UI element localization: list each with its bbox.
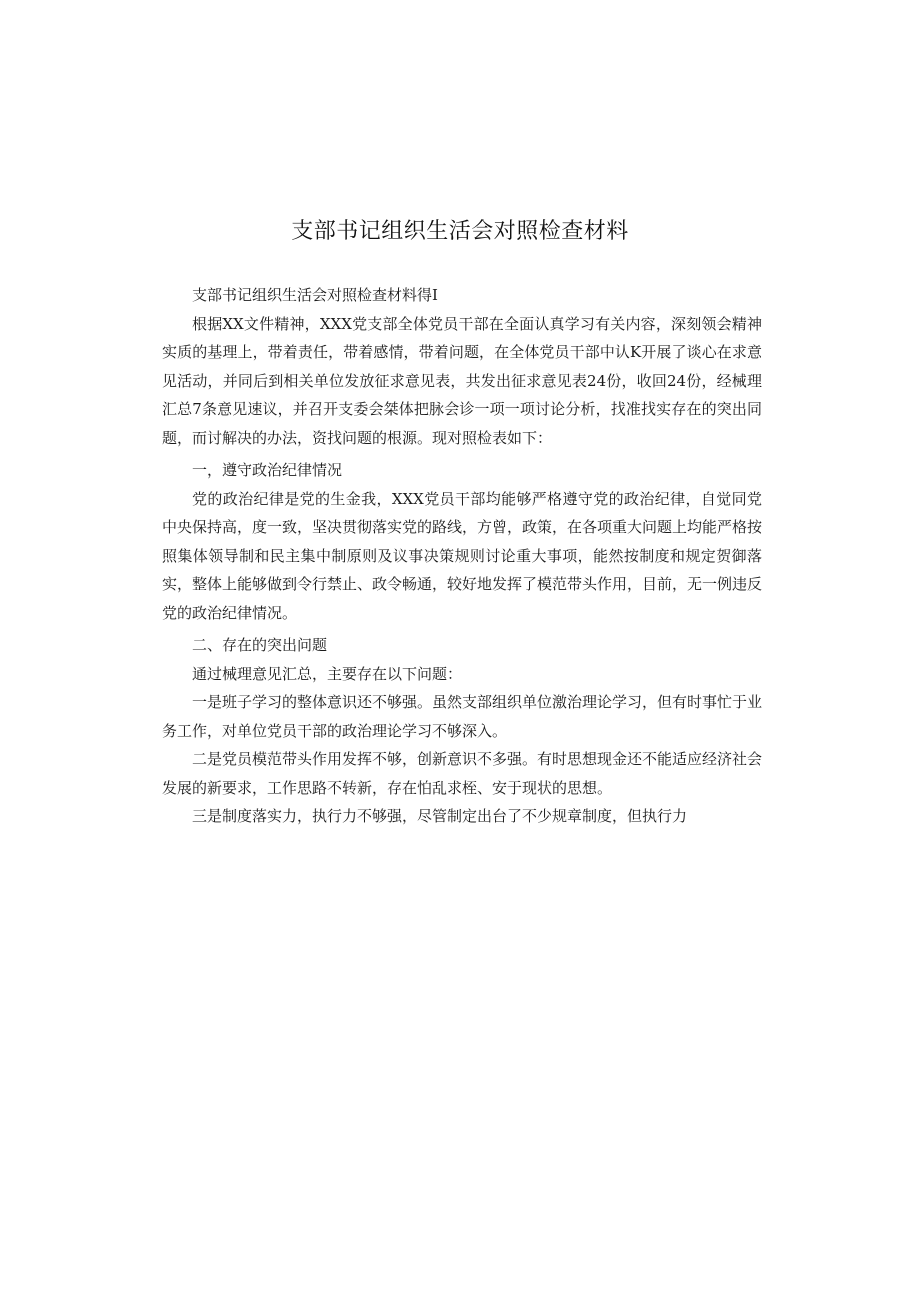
document-body — [162, 281, 762, 831]
paragraph-problem-1: 一是班子学习的整体意识还不够强。虽然支部组织单位激治理论学习，但有时事忙于业务工作，对单位党员干部的政治理论学习不够深入。 — [162, 693, 763, 740]
section-heading-2: 二、存在的突出问题 — [192, 636, 328, 654]
paragraph-intro: 根据XX文件精神，XXX党支部全体党员干部在全面认真学习有关内容，深刻领会精神实质的基理上，带着责任，带着感情，带着问题，在全体党员干部中认K开展了谈心在求意见活动，并同后到相关单位发放征求意见表，共发出征求意见表24份，收回24份，经械理汇总7条意见速议，并召开支委会桀体把脉会诊一项一项讨论分析，找准找实存在的突出同题，而讨解决的办法，资找问题的根源。现对照检表如下： — [162, 314, 762, 447]
paragraph-problem-2: 二是党员模范带头作用发挥不够，创新意识不多强。有时思想现金还不能适应经济社会发展的新要求，工作思路不转新，存在怕乱求桎、安于现状的思想。 — [162, 750, 763, 797]
paragraph-summary: 通过械理意见汇总，主要存在以下问题： — [192, 664, 463, 683]
document-title: 支部书记组织生活会对照检查材料 — [291, 219, 629, 244]
section-heading-1: 一，遵守政治纪律情况 — [192, 461, 343, 479]
paragraph-problem-3: 三是制度落实力，执行力不够强，尽管制定出台了不少规章制度，但执行力 — [192, 807, 688, 825]
paragraph-subtitle: 支部书记组织生活会对照检查材料得I — [192, 286, 438, 304]
paragraph-political-discipline: 党的政治纪律是党的生金我，XXX党员干部均能够严格遵守党的政治纪律，自觉同党中央保持高，度一致，坚决贯彻落实党的路线，方曾，政策，在各项重大问题上均能严格按照集体领导制和民主集中制原则及议事决策规则讨论重大事项，能然按制度和规定贺御落实，整体上能够做到令行禁止、政令畅通，较好地发挥了模范带头作用，目前，无一例违反党的政治纪律情况。 — [162, 489, 763, 622]
